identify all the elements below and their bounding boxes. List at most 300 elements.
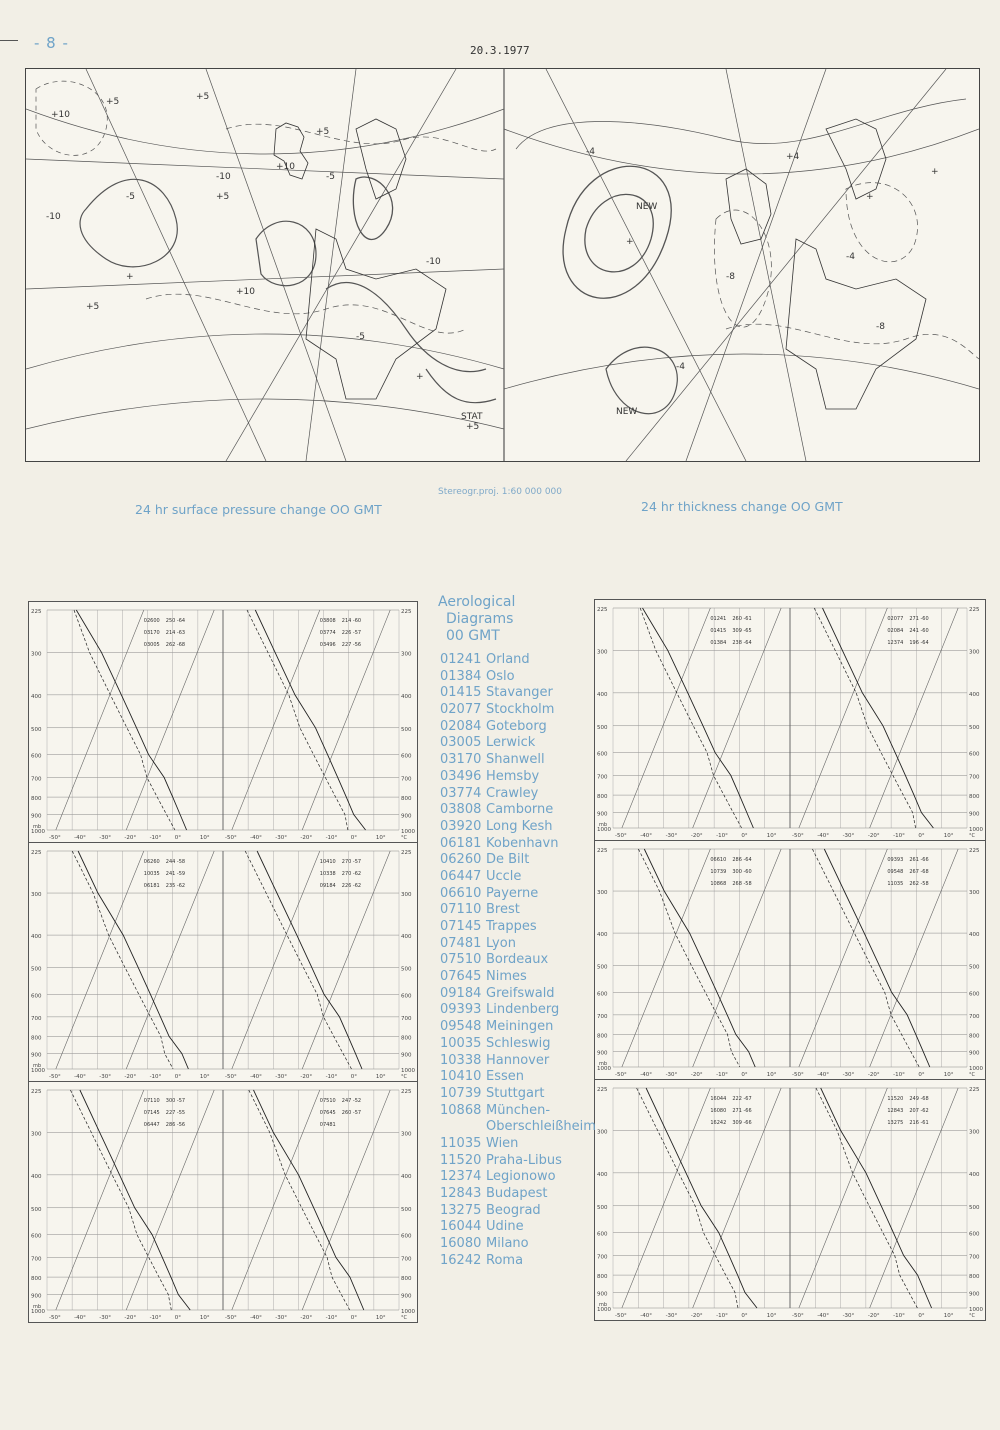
- station-name: Camborne: [486, 802, 554, 818]
- station-name: Legionowo: [486, 1169, 556, 1185]
- station-index-item: [440, 836, 596, 853]
- temperature-tick-label: -40°: [817, 1313, 830, 1319]
- pressure-level-label: 225: [31, 609, 42, 615]
- station-index-item: [440, 1186, 596, 1203]
- station-name: Stavanger: [486, 685, 553, 701]
- temperature-tick-label: -50°: [49, 835, 61, 841]
- pressure-level-label: 1000: [31, 1309, 45, 1315]
- weather-maps-figure: [26, 69, 979, 461]
- aerological-diagram-right-3-svg: [595, 1080, 985, 1320]
- pressure-level-label: 300: [597, 890, 608, 897]
- aerological-index-title-line1: Aerological: [438, 594, 516, 610]
- temperature-tick-label: -30°: [275, 1315, 288, 1321]
- station-name: Essen: [486, 1069, 524, 1085]
- station-index-item: [440, 819, 596, 836]
- pressure-level-label: 500: [597, 724, 608, 731]
- station-index-item: [440, 969, 596, 986]
- temperature-tick-label: 0°: [918, 1072, 925, 1078]
- temperature-tick-label: -10°: [893, 1072, 905, 1078]
- station-code-label: 01415: [710, 628, 727, 634]
- temperature-tick-label: -20°: [867, 1313, 880, 1319]
- pressure-level-label: 400: [401, 693, 412, 700]
- pressure-level-label: 225: [401, 1089, 412, 1095]
- pressure-level-label: 300: [597, 1129, 608, 1136]
- temperature-tick-label: 10°: [199, 1315, 210, 1321]
- tropopause-value-label: 261 -66: [909, 857, 929, 863]
- station-index-item: [440, 719, 596, 736]
- tropopause-value-label: 270 -62: [341, 871, 362, 877]
- station-code: 06181: [440, 835, 482, 851]
- pressure-level-label: 800: [597, 1274, 608, 1281]
- station-index-item: [440, 735, 596, 752]
- temperature-tick-label: -20°: [690, 1313, 703, 1319]
- station-code-label: 10410: [319, 859, 336, 865]
- thickness-change-caption: 24 hr thickness change OO GMT: [641, 499, 843, 514]
- map-contour-label: +5: [216, 192, 230, 202]
- pressure-level-label: 225: [597, 607, 608, 613]
- station-code-label: 07145: [143, 1110, 160, 1116]
- pressure-level-label: 400: [597, 691, 608, 698]
- aerological-diagram-left-1: [28, 601, 418, 843]
- station-code: 07110: [440, 902, 482, 918]
- station-name: Uccle: [486, 868, 522, 884]
- station-name: Praha-Libus: [486, 1152, 562, 1168]
- map-contour-label: -5: [326, 172, 335, 182]
- station-code-label: 11520: [887, 1096, 904, 1102]
- pressure-level-label: 300: [401, 651, 412, 658]
- pressure-level-label: 600: [969, 751, 980, 758]
- pressure-level-label: 600: [31, 1233, 42, 1240]
- temperature-tick-label: 0°: [918, 833, 925, 839]
- temperature-tick-label: 0°: [174, 835, 181, 841]
- station-name: Lerwick: [486, 735, 536, 751]
- station-index-item: [440, 1103, 596, 1120]
- temperature-tick-label: 0°: [350, 1074, 357, 1080]
- pressure-level-label: 400: [969, 1171, 980, 1178]
- station-code-label: 09548: [887, 869, 904, 875]
- station-name: Udine: [486, 1219, 524, 1235]
- station-code: 10410: [440, 1069, 482, 1085]
- temperature-tick-label: -30°: [842, 1072, 855, 1078]
- temperature-tick-label: -30°: [842, 833, 855, 839]
- pressure-level-label: 500: [31, 726, 42, 733]
- pressure-level-label: 700: [31, 776, 42, 783]
- station-name: Milano: [486, 1236, 529, 1252]
- page-number: - 8 -: [34, 34, 69, 52]
- pressure-level-label: 500: [969, 1204, 980, 1211]
- units-label: mb: [599, 1302, 608, 1308]
- station-index-item: [440, 1119, 596, 1136]
- tropopause-value-label: 249 -68: [909, 1096, 929, 1102]
- pressure-level-label: 500: [401, 726, 412, 733]
- pressure-level-label: 700: [969, 1254, 980, 1261]
- map-contour-label: +5: [86, 302, 100, 312]
- station-code: 07481: [440, 935, 482, 951]
- map-contour-label: +: [931, 167, 939, 177]
- tropopause-value-label: 207 -62: [909, 1108, 929, 1114]
- map-contour-label: +5: [316, 127, 330, 137]
- station-code: 03774: [440, 785, 482, 801]
- map-contour-label: +: [416, 372, 424, 382]
- station-code: 07645: [440, 969, 482, 985]
- units-label: mb: [33, 1063, 42, 1069]
- station-name: Beograd: [486, 1202, 541, 1218]
- station-code-label: 06181: [143, 883, 160, 889]
- tropopause-value-label: 262 -68: [165, 642, 186, 648]
- station-name: Nimes: [486, 969, 527, 985]
- map-contour-label: +: [866, 192, 874, 202]
- celsius-label: °C: [969, 1313, 975, 1319]
- pressure-level-label: 225: [31, 850, 42, 856]
- temperature-tick-label: 0°: [741, 833, 748, 839]
- pressure-level-label: 800: [969, 794, 980, 801]
- station-code: 11520: [440, 1152, 482, 1168]
- station-code-label: 01241: [710, 616, 727, 622]
- temperature-tick-label: -30°: [275, 835, 288, 841]
- map-contour-label: -5: [126, 192, 135, 202]
- tropopause-value-label: 241 -59: [165, 871, 186, 877]
- temperature-tick-label: -30°: [842, 1313, 855, 1319]
- tropopause-value-label: 216 -61: [909, 1120, 929, 1126]
- tropopause-value-label: 226 -57: [341, 630, 362, 636]
- station-index-item: [440, 652, 596, 669]
- station-code-label: 03774: [319, 630, 336, 636]
- pressure-level-label: 225: [31, 1089, 42, 1095]
- station-name: Lindenberg: [486, 1002, 560, 1018]
- pressure-level-label: 900: [969, 811, 980, 818]
- pressure-level-label: 700: [401, 1015, 412, 1022]
- tropopause-value-label: 214 -63: [165, 630, 186, 636]
- pressure-level-label: 900: [969, 1050, 980, 1057]
- station-code: 01415: [440, 685, 482, 701]
- station-name: München-: [486, 1102, 551, 1118]
- units-label: mb: [33, 824, 42, 830]
- pressure-level-label: 1000: [31, 829, 45, 835]
- station-code-label: 13275: [887, 1120, 904, 1126]
- pressure-level-label: 900: [31, 813, 42, 820]
- map-contour-label: STAT: [461, 412, 483, 422]
- station-code-label: 02077: [887, 616, 904, 622]
- station-code: 12374: [440, 1169, 482, 1185]
- station-name: Hemsby: [486, 768, 540, 784]
- map-contour-label: +5: [466, 422, 480, 432]
- pressure-level-label: 300: [401, 1131, 412, 1138]
- tropopause-value-label: 267 -68: [909, 869, 929, 875]
- tropopause-value-label: 250 -64: [165, 618, 186, 624]
- map-contour-label: NEW: [616, 407, 638, 417]
- station-name: Crawley: [486, 785, 539, 801]
- station-index-list: [440, 652, 596, 1269]
- pressure-level-label: 300: [597, 649, 608, 656]
- station-index-item: [440, 1036, 596, 1053]
- map-contour-label: -10: [46, 212, 61, 222]
- pressure-level-label: 900: [597, 811, 608, 818]
- temperature-tick-label: -20°: [300, 1074, 313, 1080]
- pressure-level-label: 600: [597, 751, 608, 758]
- pressure-level-label: 700: [31, 1256, 42, 1263]
- map-contour-label: +5: [106, 97, 120, 107]
- temperature-tick-label: -50°: [615, 1313, 627, 1319]
- tropopause-value-label: 227 -55: [165, 1110, 186, 1116]
- tropopause-value-label: 309 -66: [732, 1120, 752, 1126]
- pressure-level-label: 700: [401, 776, 412, 783]
- station-index-item: [440, 1169, 596, 1186]
- station-code-label: 16044: [710, 1096, 727, 1102]
- units-label: mb: [599, 1061, 608, 1067]
- aerological-diagram-left-1-svg: [29, 602, 417, 842]
- temperature-tick-label: -40°: [640, 833, 653, 839]
- station-code-label: 07510: [319, 1098, 336, 1104]
- station-name: Stuttgart: [486, 1085, 545, 1101]
- temperature-tick-label: -10°: [325, 835, 338, 841]
- temperature-tick-label: -50°: [615, 833, 627, 839]
- station-code: 01241: [440, 652, 482, 667]
- pressure-level-label: 600: [597, 1231, 608, 1238]
- station-code-label: 06447: [143, 1122, 160, 1128]
- station-code-label: 03808: [319, 618, 336, 624]
- pressure-level-label: 800: [597, 1033, 608, 1040]
- temperature-tick-label: -20°: [124, 1315, 137, 1321]
- tropopause-value-label: 238 -64: [732, 640, 752, 646]
- station-code: 06447: [440, 868, 482, 884]
- pressure-level-label: 1000: [31, 1068, 45, 1074]
- surface-pressure-change-caption: 24 hr surface pressure change OO GMT: [135, 502, 382, 517]
- station-code-label: 07645: [319, 1110, 336, 1116]
- pressure-level-label: 800: [969, 1033, 980, 1040]
- pressure-level-label: 800: [31, 1035, 42, 1042]
- station-code-label: 11035: [887, 881, 904, 887]
- aerological-diagram-right-2-svg: [595, 841, 985, 1079]
- pressure-level-label: 800: [31, 796, 42, 803]
- temperature-tick-label: -50°: [792, 1313, 804, 1319]
- map-contour-label: NEW: [636, 202, 658, 212]
- station-name: Kobenhavn: [486, 835, 559, 851]
- pressure-level-label: 1000: [969, 1307, 983, 1313]
- station-code-label: 06610: [710, 857, 727, 863]
- station-name: Greifswald: [486, 985, 555, 1001]
- tropopause-value-label: 286 -64: [732, 857, 752, 863]
- pressure-level-label: 700: [597, 1254, 608, 1261]
- station-name: Orland: [486, 652, 530, 667]
- temperature-tick-label: -40°: [250, 835, 262, 841]
- temperature-tick-label: -50°: [615, 1072, 627, 1078]
- pressure-level-label: 900: [401, 813, 412, 820]
- map-contour-label: +: [126, 272, 134, 282]
- station-code: 06610: [440, 885, 482, 901]
- temperature-tick-label: -30°: [99, 1074, 112, 1080]
- pressure-level-label: 225: [401, 609, 412, 615]
- celsius-label: °C: [401, 1074, 407, 1080]
- pressure-level-label: 300: [31, 651, 42, 658]
- temperature-tick-label: -20°: [124, 835, 137, 841]
- aerological-diagram-right-1-svg: [595, 600, 985, 840]
- pressure-level-label: 400: [31, 934, 42, 941]
- tropopause-value-label: 235 -62: [165, 883, 186, 889]
- pressure-level-label: 1000: [969, 1066, 983, 1072]
- station-code: 09548: [440, 1019, 482, 1035]
- station-code-label: 07110: [143, 1098, 160, 1104]
- station-name: Schleswig: [486, 1035, 551, 1051]
- pressure-level-label: 300: [31, 892, 42, 899]
- pressure-level-label: 400: [969, 932, 980, 939]
- station-code: 16044: [440, 1219, 482, 1235]
- temperature-tick-label: -30°: [665, 833, 678, 839]
- pressure-level-label: 400: [969, 691, 980, 698]
- temperature-tick-label: 10°: [943, 833, 954, 839]
- pressure-level-label: 400: [401, 1173, 412, 1180]
- temperature-tick-label: -30°: [275, 1074, 288, 1080]
- station-index-item: [440, 1069, 596, 1086]
- pressure-level-label: 800: [401, 796, 412, 803]
- pressure-level-label: 500: [31, 966, 42, 973]
- temperature-tick-label: -30°: [99, 835, 112, 841]
- station-code: 06260: [440, 852, 482, 868]
- pressure-level-label: 600: [401, 1233, 412, 1240]
- station-code: 03496: [440, 768, 482, 784]
- pressure-level-label: 600: [401, 993, 412, 1000]
- tropopause-value-label: 241 -60: [909, 628, 929, 634]
- tropopause-value-label: 271 -66: [732, 1108, 752, 1114]
- pressure-level-label: 900: [969, 1291, 980, 1298]
- temperature-tick-label: 10°: [766, 833, 777, 839]
- tropopause-value-label: 226 -62: [341, 883, 362, 889]
- station-name: Bordeaux: [486, 952, 549, 968]
- map-contour-label: -10: [216, 172, 231, 182]
- pressure-level-label: 900: [31, 1052, 42, 1059]
- aerological-diagram-right-3: [594, 1079, 986, 1321]
- station-name: Roma: [486, 1252, 524, 1268]
- station-name: Stockholm: [486, 702, 555, 718]
- pressure-level-label: 1000: [969, 827, 983, 833]
- temperature-tick-label: -10°: [149, 1074, 162, 1080]
- pressure-level-label: 300: [31, 1131, 42, 1138]
- temperature-tick-label: -40°: [74, 835, 86, 841]
- station-code: 02077: [440, 702, 482, 718]
- pressure-level-label: 400: [401, 934, 412, 941]
- temperature-tick-label: 0°: [174, 1074, 181, 1080]
- station-index-item: [440, 786, 596, 803]
- pressure-level-label: 400: [31, 693, 42, 700]
- tropopause-value-label: 286 -56: [165, 1122, 186, 1128]
- map-contour-label: -4: [586, 147, 595, 157]
- pressure-level-label: 400: [31, 1173, 42, 1180]
- station-code: 11035: [440, 1135, 482, 1151]
- pressure-level-label: 600: [401, 753, 412, 760]
- station-index-item: [440, 952, 596, 969]
- station-code: 16242: [440, 1252, 482, 1268]
- temperature-tick-label: 0°: [174, 1315, 181, 1321]
- celsius-label: °C: [401, 1315, 407, 1321]
- station-code-label: 10035: [143, 871, 160, 877]
- temperature-tick-label: -10°: [716, 1072, 728, 1078]
- temperature-tick-label: 0°: [350, 1315, 357, 1321]
- temperature-tick-label: 0°: [741, 1072, 748, 1078]
- pressure-level-label: 700: [969, 1013, 980, 1020]
- station-index-item: [440, 1153, 596, 1170]
- station-name: Payerne: [486, 885, 539, 901]
- station-index-item: [440, 869, 596, 886]
- temperature-tick-label: -50°: [49, 1315, 61, 1321]
- station-code-label: 16242: [710, 1120, 727, 1126]
- station-code-label: 10338: [319, 871, 336, 877]
- station-index-item: [440, 852, 596, 869]
- temperature-tick-label: -40°: [250, 1074, 262, 1080]
- temperature-tick-label: -20°: [690, 1072, 703, 1078]
- station-code-label: 02084: [887, 628, 904, 634]
- station-code: 16080: [440, 1236, 482, 1252]
- map-contour-label: +10: [236, 287, 255, 297]
- station-index-item: [440, 1002, 596, 1019]
- map-contour-label: +4: [786, 152, 800, 162]
- station-index-item: [440, 685, 596, 702]
- station-name: Lyon: [486, 935, 516, 951]
- pressure-level-label: 600: [969, 1231, 980, 1238]
- temperature-tick-label: 0°: [918, 1313, 925, 1319]
- map-contour-label: -4: [676, 362, 685, 372]
- pressure-level-label: 1000: [401, 829, 415, 835]
- tropopause-value-label: 214 -60: [341, 618, 362, 624]
- station-index-item: [440, 1019, 596, 1036]
- temperature-tick-label: -40°: [817, 833, 830, 839]
- temperature-tick-label: -20°: [867, 833, 880, 839]
- temperature-tick-label: -10°: [149, 835, 162, 841]
- station-code: 07145: [440, 919, 482, 934]
- station-name: Hannover: [486, 1052, 550, 1068]
- station-index-item: [440, 1053, 596, 1070]
- temperature-tick-label: -50°: [225, 835, 237, 841]
- temperature-tick-label: 0°: [350, 835, 357, 841]
- map-contour-label: +: [626, 237, 634, 247]
- map-contour-label: -8: [876, 322, 885, 332]
- station-code-label: 10739: [710, 869, 727, 875]
- tropopause-value-label: 270 -57: [341, 859, 362, 865]
- temperature-tick-label: -10°: [716, 833, 728, 839]
- pressure-level-label: 600: [31, 993, 42, 1000]
- temperature-tick-label: -10°: [716, 1313, 728, 1319]
- temperature-tick-label: 10°: [199, 1074, 210, 1080]
- pressure-level-label: 400: [597, 1171, 608, 1178]
- temperature-tick-label: -20°: [300, 1315, 313, 1321]
- temperature-tick-label: -40°: [640, 1313, 653, 1319]
- temperature-tick-label: -10°: [325, 1315, 338, 1321]
- station-name: Long Kesh: [486, 818, 553, 834]
- map-contour-label: -5: [356, 332, 365, 342]
- pressure-level-label: 500: [597, 1204, 608, 1211]
- station-index-item: [440, 802, 596, 819]
- station-index-item: [440, 1086, 596, 1103]
- station-index-item: [440, 1203, 596, 1220]
- pressure-level-label: 700: [597, 1013, 608, 1020]
- station-index-item: [440, 769, 596, 786]
- pressure-level-label: 500: [401, 1206, 412, 1213]
- pressure-level-label: 225: [969, 848, 980, 854]
- map-contour-label: +10: [51, 110, 70, 120]
- temperature-tick-label: 10°: [943, 1072, 954, 1078]
- station-name: Trappes: [486, 919, 537, 934]
- station-name: Wien: [486, 1135, 519, 1151]
- tropopause-value-label: 247 -52: [341, 1098, 362, 1104]
- temperature-tick-label: 10°: [943, 1313, 954, 1319]
- station-code: 09393: [440, 1002, 482, 1018]
- temperature-tick-label: 10°: [199, 835, 210, 841]
- station-name: Oberschleißheim: [486, 1119, 596, 1135]
- celsius-label: °C: [401, 835, 407, 841]
- station-name: Goteborg: [486, 718, 547, 734]
- temperature-tick-label: -50°: [792, 1072, 804, 1078]
- units-label: mb: [599, 822, 608, 828]
- temperature-tick-label: -40°: [74, 1074, 86, 1080]
- station-code: 10868: [440, 1102, 482, 1118]
